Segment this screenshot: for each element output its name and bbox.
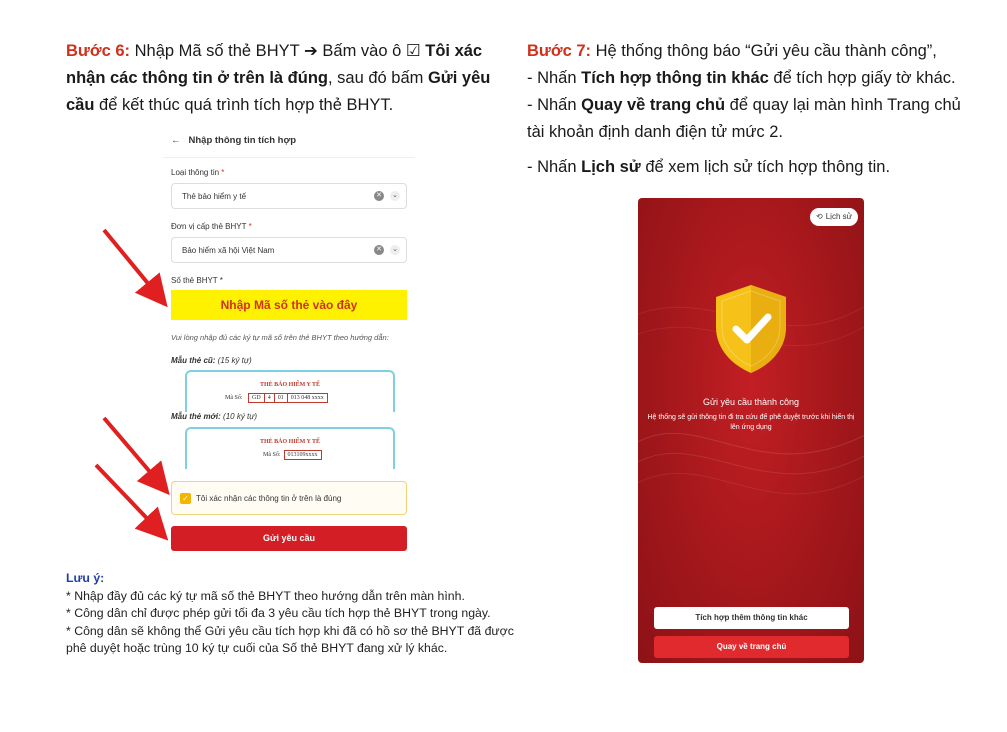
old-code-seg: 01 [274, 393, 287, 403]
note-section [66, 570, 521, 658]
step-7-line-4-c: để xem lịch sử tích hợp thông tin. [640, 158, 891, 176]
clear-icon[interactable]: ✕ [374, 245, 384, 255]
form-header [171, 135, 296, 146]
history-icon: ⟲ [816, 212, 823, 221]
step-7-line-3 [527, 92, 977, 146]
old-code-seg: 013 048 xxxx [287, 393, 328, 403]
required-mark: * [246, 222, 252, 231]
new-card-code [263, 450, 322, 460]
card-label-text: Số thẻ BHYT [171, 276, 218, 285]
issuer-label-text: Đơn vị cấp thẻ BHYT [171, 222, 247, 231]
old-code-seg: 4 [264, 393, 274, 403]
step-7-instruction [527, 38, 977, 181]
step-7-line-2-c: để tích hợp giấy tờ khác. [768, 69, 956, 87]
issuer-select[interactable] [171, 237, 407, 263]
submit-button[interactable]: Gửi yêu cầu [171, 526, 407, 551]
chevron-down-icon[interactable]: ⌄ [390, 245, 400, 255]
arrow-to-checkbox [104, 418, 162, 486]
ma-so-label: Mã Số: [225, 395, 243, 401]
clear-icon[interactable]: ✕ [374, 191, 384, 201]
card-hint: Vui lòng nhập đủ các ký tự mã số trên thẻ BHYT theo hướng dẫn: [171, 333, 389, 342]
step-7-label: Bước 7: [527, 42, 592, 60]
step-7-line-3-c: để quay lại màn hình Trang chủ tài khoản định danh điện tử mức 2. [527, 96, 961, 141]
step-7-line-4 [527, 154, 977, 181]
old-card-sample [185, 370, 395, 412]
step-6-text-4: để kết thúc quá trình tích hợp thẻ BHYT. [94, 96, 394, 114]
step-7-line-2 [527, 65, 977, 92]
note-item: * Công dân sẽ không thể Gửi yêu cầu tích hợp khi đã có hồ sơ thẻ BHYT đã được phê duyệt hoặc trùng 10 ký tự cuối của Số thẻ BHYT đang xử lý khác. [66, 623, 514, 655]
checkbox-icon: ☑ [405, 42, 421, 60]
step-7-line-1 [527, 38, 977, 65]
header-divider [163, 157, 415, 158]
step-7-line-1-text: Hệ thống thông báo “Gửi yêu cầu thành công”, [591, 42, 937, 60]
note-item: * Công dân chỉ được phép gửi tối đa 3 yêu cầu tích hợp thẻ BHYT trong ngày. [66, 606, 491, 620]
arrow-right-icon: ➔ [303, 42, 318, 60]
step-6-label: Bước 6: [66, 42, 131, 60]
pointer-arrows [90, 220, 180, 560]
issuer-label [171, 222, 252, 231]
type-select[interactable] [171, 183, 407, 209]
arrow-to-card-input [104, 230, 160, 298]
step-7-line-2-a: - Nhấn [527, 69, 582, 87]
step-7-line-3-b: Quay về trang chủ [581, 96, 726, 114]
old-card-title: THẺ BẢO HIỂM Y TẾ [259, 382, 321, 388]
type-label-text: Loại thông tin [171, 168, 220, 177]
success-screenshot [638, 198, 864, 663]
new-code: 013109xxxx [284, 450, 322, 460]
step-7-line-3-a: - Nhấn [527, 96, 582, 114]
history-button[interactable] [810, 208, 858, 226]
success-title: Gửi yêu cầu thành công [702, 397, 800, 407]
required-mark: * [219, 168, 225, 177]
step-6-instruction [66, 38, 516, 119]
ma-so-label: Mã Số: [263, 452, 281, 458]
confirm-checkbox-row[interactable] [171, 481, 407, 515]
note-title: Lưu ý: [66, 571, 105, 585]
step-6-text-2: Bấm vào ô [317, 42, 406, 60]
type-label [171, 168, 224, 177]
shield-check-icon [712, 283, 790, 375]
chevron-down-icon[interactable]: ⌄ [390, 191, 400, 201]
checkbox-checked-icon[interactable]: ✓ [180, 493, 191, 504]
step-7-line-2-b: Tích hợp thông tin khác [581, 69, 769, 87]
step-6-bold-2: Gửi yêu cầu [66, 69, 491, 114]
step-6-bold-1: Tôi xác nhận các thông tin ở trên là đúng [66, 42, 483, 87]
confirm-text: Tôi xác nhận các thông tin ở trên là đúng [196, 494, 342, 503]
back-home-button[interactable]: Quay về trang chủ [654, 636, 849, 658]
issuer-select-value: Bảo hiểm xã hội Việt Nam [182, 246, 275, 255]
old-card-label [171, 356, 252, 365]
step-6-text-3: , sau đó bấm [327, 69, 428, 87]
old-code-seg: GD [248, 393, 264, 403]
history-label: Lịch sử [825, 212, 852, 221]
old-card-note: (15 ký tự) [215, 356, 252, 365]
note-item: * Nhập đầy đủ các ký tự mã số thẻ BHYT theo hướng dẫn trên màn hình. [66, 588, 465, 603]
new-card-sample [185, 427, 395, 469]
required-mark: * [217, 276, 223, 285]
form-title: Nhập thông tin tích hợp [188, 135, 297, 146]
step-7-line-4-a: - Nhấn [527, 158, 582, 176]
card-number-input[interactable]: Nhập Mã số thẻ vào đây [171, 290, 407, 320]
new-card-label-text: Mẫu thẻ mới: [171, 412, 221, 421]
old-card-code [225, 393, 328, 403]
type-select-value: Thẻ bảo hiểm y tế [182, 192, 247, 201]
form-screenshot [163, 125, 415, 555]
success-description: Hệ thống sẽ gửi thông tin đi tra cứu để phê duyệt trước khi hiển thị lên ứng dụng [647, 414, 855, 431]
step-6-text-1: Nhập Mã số thẻ BHYT [130, 42, 304, 60]
old-card-label-text: Mẫu thẻ cũ: [171, 356, 216, 365]
integrate-other-button[interactable]: Tích hợp thêm thông tin khác [654, 607, 849, 629]
back-arrow-icon[interactable]: ← [171, 135, 181, 146]
new-card-note: (10 ký tự) [220, 412, 258, 421]
new-card-label [171, 412, 257, 421]
step-7-line-4-b: Lịch sử [581, 158, 641, 176]
new-card-title: THẺ BẢO HIỂM Y TẾ [259, 439, 321, 445]
